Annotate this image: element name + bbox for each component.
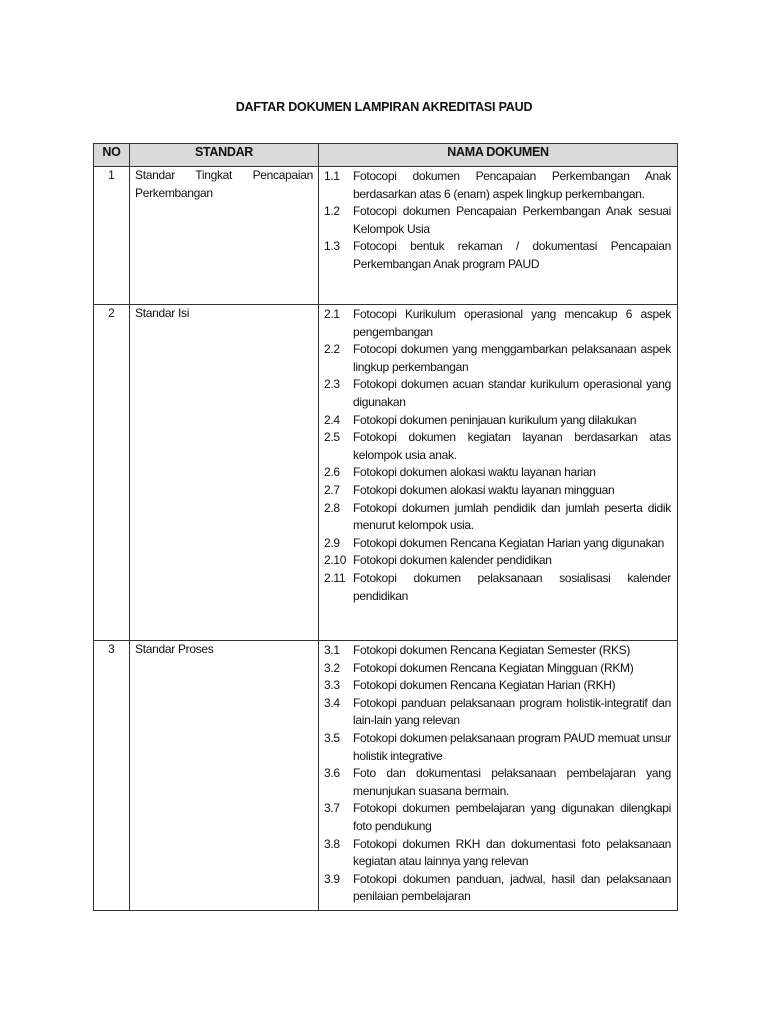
item-text: Fotokopi dokumen peninjauan kurikulum yang dilakukan bbox=[353, 412, 637, 427]
list-item bbox=[324, 464, 671, 482]
list-item bbox=[324, 677, 671, 695]
row-number: 1 bbox=[94, 167, 130, 305]
item-number: 2.5 bbox=[324, 430, 340, 445]
item-number: 2.1 bbox=[324, 307, 340, 321]
item-text: Fotokopi dokumen acuan standar kurikulum operasional yang digunakan bbox=[353, 377, 671, 409]
list-item bbox=[324, 730, 671, 765]
item-text: Fotokopi dokumen Rencana Kegiatan Harian (RKH) bbox=[353, 678, 616, 693]
list-item bbox=[324, 482, 671, 500]
item-number: 2.2 bbox=[324, 342, 340, 357]
item-number: 2.11 bbox=[324, 570, 346, 585]
item-text: Fotokopi dokumen Rencana Kegiatan Mingguan (RKM) bbox=[353, 660, 634, 675]
list-item bbox=[324, 168, 671, 203]
list-item bbox=[324, 552, 671, 570]
table-row bbox=[94, 641, 678, 911]
item-text: Fotokopi dokumen RKH dan dokumentasi foto pelaksanaan kegiatan atau lainnya yang relevan bbox=[353, 836, 671, 869]
item-text: Fotokopi dokumen panduan, jadwal, hasil dan pelaksanaan penilaian pembelajaran bbox=[353, 871, 671, 904]
list-item bbox=[324, 500, 671, 535]
item-number: 3.4 bbox=[324, 695, 340, 710]
item-text: Fotokopi dokumen kalender pendidikan bbox=[353, 553, 552, 568]
list-item bbox=[324, 341, 671, 376]
list-item bbox=[324, 306, 671, 341]
item-number: 2.9 bbox=[324, 535, 340, 550]
item-number: 2.3 bbox=[324, 377, 340, 392]
item-number: 3.7 bbox=[324, 801, 340, 816]
list-item bbox=[324, 203, 671, 238]
item-text: Fotokopi dokumen pelaksanaan sosialisasi kalender pendidikan bbox=[353, 570, 671, 603]
table-row bbox=[94, 167, 678, 305]
list-item bbox=[324, 642, 671, 660]
item-number: 1.1 bbox=[324, 169, 340, 183]
item-text: Fotocopi bentuk rekaman / dokumentasi Pencapaian Perkembangan Anak program PAUD bbox=[353, 239, 671, 271]
list-item bbox=[324, 376, 671, 411]
row-standar: Standar Isi bbox=[130, 305, 319, 641]
table-row bbox=[94, 305, 678, 641]
item-number: 2.10 bbox=[324, 553, 347, 568]
list-item bbox=[324, 238, 671, 273]
list-item bbox=[324, 412, 671, 430]
header-standar: STANDAR bbox=[130, 144, 319, 167]
list-item bbox=[324, 660, 671, 678]
item-text: Fotokopi panduan pelaksanaan program holistik-integratif dan lain-lain yang relevan bbox=[353, 695, 671, 728]
list-item bbox=[324, 871, 671, 906]
item-number: 2.6 bbox=[324, 465, 340, 480]
document-title: DAFTAR DOKUMEN LAMPIRAN AKREDITASI PAUD bbox=[235, 100, 533, 114]
table-header-row bbox=[94, 144, 678, 167]
row-number: 2 bbox=[94, 305, 130, 641]
header-nama-dokumen: NAMA DOKUMEN bbox=[319, 144, 678, 167]
row-standar: Standar Tingkat Pencapaian Perkembangan bbox=[130, 167, 319, 305]
list-item bbox=[324, 765, 671, 800]
item-text: Foto dan dokumentasi pelaksanaan pembelajaran yang menunjukan suasana bermain. bbox=[353, 766, 671, 798]
item-number: 3.6 bbox=[324, 766, 340, 781]
row-number: 3 bbox=[94, 641, 130, 911]
item-text: Fotokopi dokumen pelaksanaan program PAUD memuat unsur holistik integrative bbox=[353, 730, 671, 763]
item-number: 3.9 bbox=[324, 871, 340, 886]
list-item bbox=[324, 695, 671, 730]
header-no: NO bbox=[94, 144, 130, 167]
row-documents bbox=[319, 167, 678, 305]
list-item bbox=[324, 429, 671, 464]
row-standar: Standar Proses bbox=[130, 641, 319, 911]
item-text: Fotokopi dokumen Rencana Kegiatan Harian yang digunakan bbox=[353, 535, 665, 550]
item-number: 2.7 bbox=[324, 482, 340, 497]
item-number: 3.8 bbox=[324, 836, 340, 851]
list-item bbox=[324, 836, 671, 871]
item-text: Fotocopi dokumen yang menggambarkan pelaksanaan aspek lingkup perkembangan bbox=[353, 342, 671, 374]
list-item bbox=[324, 570, 671, 605]
item-text: Fotokopi dokumen pembelajaran yang digunakan dilengkapi foto pendukung bbox=[353, 801, 671, 833]
item-text: Fotokopi dokumen kegiatan layanan berdasarkan atas kelompok usia anak. bbox=[353, 430, 671, 462]
row-documents bbox=[319, 305, 678, 641]
item-text: Fotocopi dokumen Pencapaian Perkembangan Anak berdasarkan atas 6 (enam) aspek lingkup perkembangan. bbox=[353, 169, 671, 201]
list-item bbox=[324, 535, 671, 553]
item-number: 3.3 bbox=[324, 678, 340, 693]
item-text: Fotocopi dokumen Pencapaian Perkembangan Anak sesuai Kelompok Usia bbox=[353, 204, 671, 236]
list-item bbox=[324, 800, 671, 835]
item-text: Fotokopi dokumen jumlah pendidik dan jumlah peserta didik menurut kelompok usia. bbox=[353, 500, 671, 533]
item-text: Fotocopi Kurikulum operasional yang mencakup 6 aspek pengembangan bbox=[353, 307, 671, 339]
item-number: 2.4 bbox=[324, 412, 340, 427]
item-text: Fotokopi dokumen alokasi waktu layanan harian bbox=[353, 465, 596, 480]
item-text: Fotokopi dokumen Rencana Kegiatan Semester (RKS) bbox=[353, 643, 631, 657]
document-table bbox=[93, 143, 678, 911]
item-number: 3.2 bbox=[324, 660, 340, 675]
row-documents bbox=[319, 641, 678, 911]
item-number: 2.8 bbox=[324, 500, 340, 515]
item-number: 3.1 bbox=[324, 643, 340, 657]
item-number: 3.5 bbox=[324, 730, 340, 745]
item-text: Fotokopi dokumen alokasi waktu layanan mingguan bbox=[353, 482, 615, 497]
item-number: 1.3 bbox=[324, 239, 340, 254]
item-number: 1.2 bbox=[324, 204, 340, 219]
